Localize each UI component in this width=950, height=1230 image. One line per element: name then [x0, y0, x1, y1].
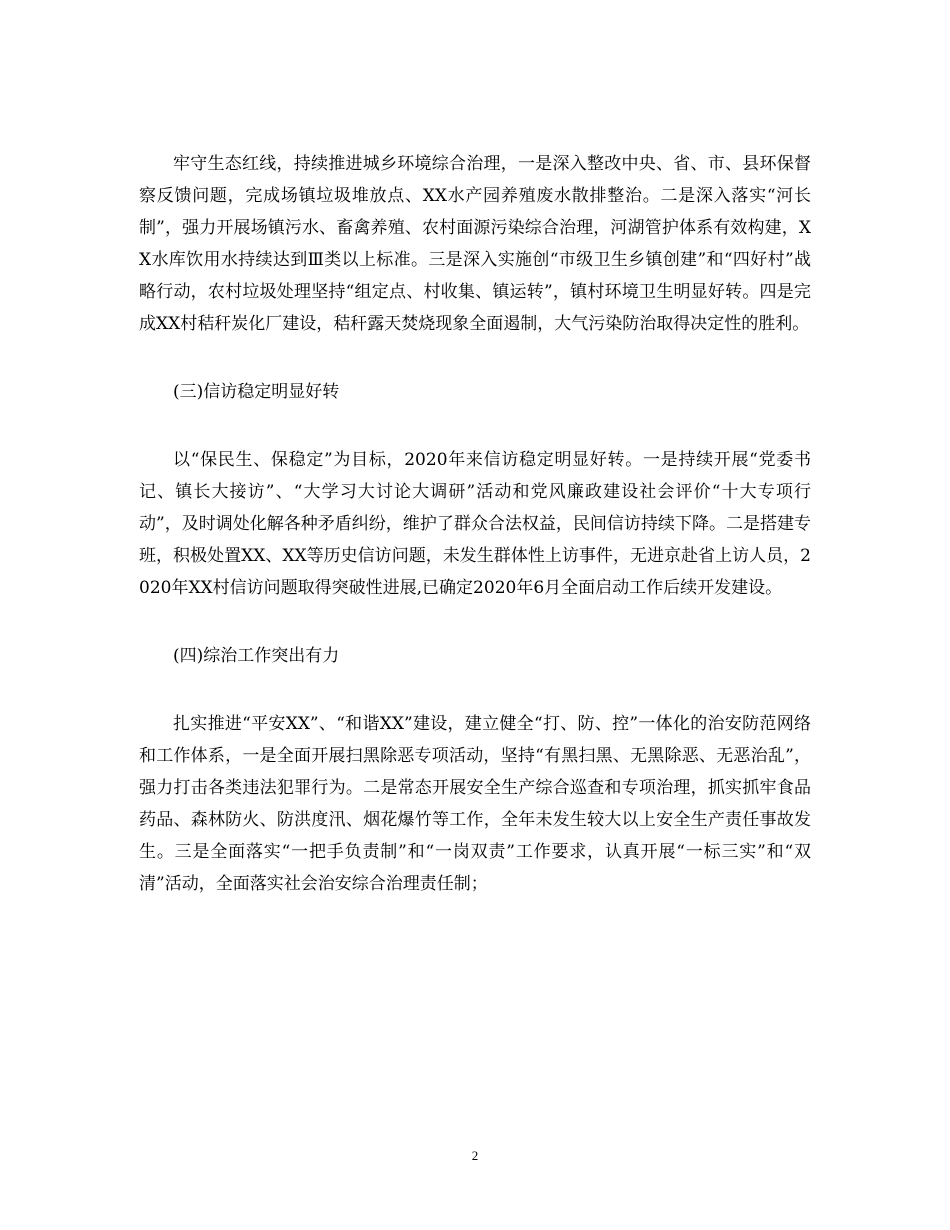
paragraph-environment: 牢守生态红线，持续推进城乡环境综合治理，一是深入整改中央、省、市、县环保督察反馈问题，完成场镇垃圾堆放点、XX水产园养殖废水散排整治。二是深入落实“河长制”，强力开展场镇污水、畜禽养殖、农村面源污染综合治理，河湖管护体系有效构建，XX水库饮用水持续达到Ⅲ类以上标准。三是深入实施创“市级卫生乡镇创建”和“四好村”战略行动，农村垃圾处理坚持“组定点、村收集、镇运转”，镇村环境卫生明显好转。四是完成XX村秸秆炭化厂建设，秸秆露天焚烧现象全面遏制，大气污染防治取得决定性的胜利。 [139, 154, 811, 334]
section-heading-comprehensive-governance: (四)综治工作突出有力 [173, 646, 340, 666]
paragraph-petition: 以“保民生、保稳定”为目标，2020年来信访稳定明显好转。一是持续开展“党委书记、镇长大接访”、“大学习大讨论大调研”活动和党风廉政建设社会评价“十大专项行动”，及时调处化解各种矛盾纠纷，维护了群众合法权益，民间信访持续下降。二是搭建专班，积极处置XX、XX等历史信访问题，未发生群体性上访事件，无进京赴省上访人员，2020年XX村信访问题取得突破性进展,已确定2020年6月全面启动工作后续开发建设。 [139, 450, 811, 598]
document-body [139, 148, 811, 900]
section-heading-petition: (三)信访稳定明显好转 [173, 382, 340, 402]
page-number: 2 [471, 1148, 479, 1163]
paragraph-comprehensive-governance: 扎实推进“平安XX”、“和谐XX”建设，建立健全“打、防、控”一体化的治安防范网络和工作体系，一是全面开展扫黑除恶专项活动，坚持“有黑扫黑、无黑除恶、无恶治乱”，强力打击各类违法犯罪行为。二是常态开展安全生产综合巡查和专项治理，抓实抓牢食品药品、森林防火、防洪度汛、烟花爆竹等工作，全年未发生较大以上安全生产责任事故发生。三是全面落实“一把手负责制”和“一岗双责”工作要求，认真开展“一标三实”和“双清”活动，全面落实社会治安综合治理责任制； [139, 714, 811, 894]
